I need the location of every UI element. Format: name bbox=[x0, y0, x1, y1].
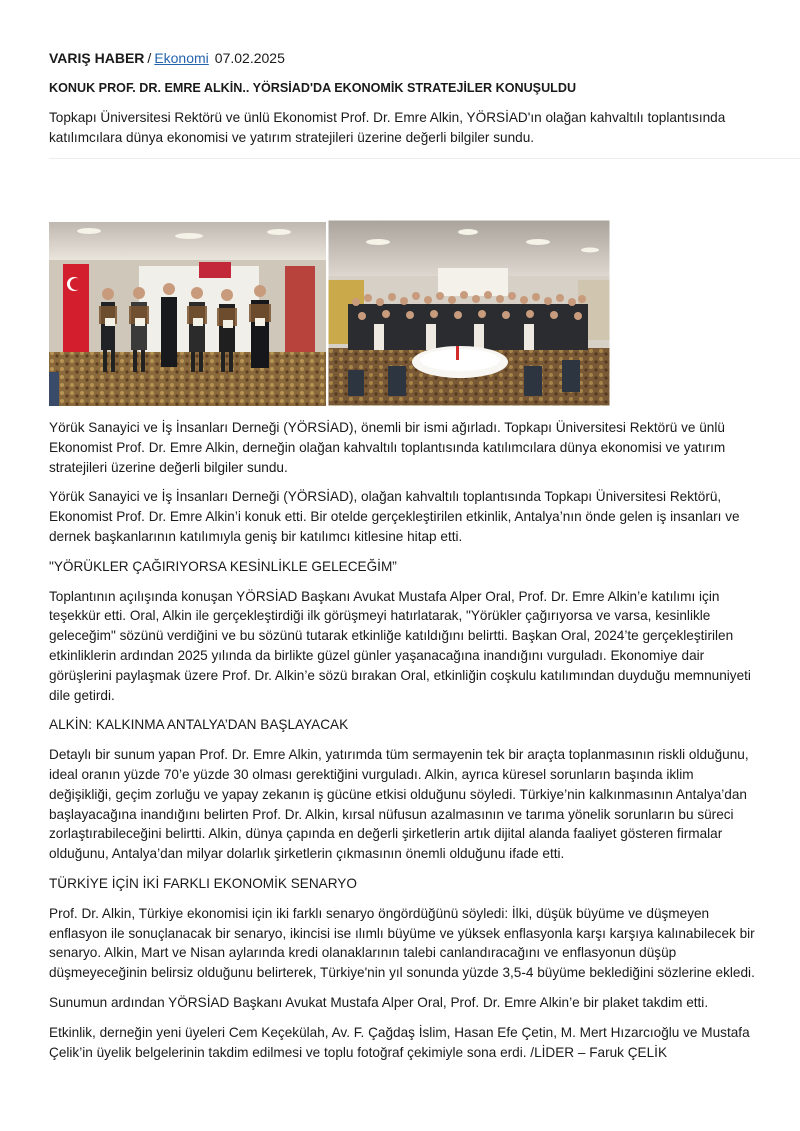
award-group-photo bbox=[49, 222, 326, 406]
section-heading: ALKİN: KALKINMA ANTALYA’DAN BAŞLAYACAK bbox=[49, 717, 349, 733]
article-body bbox=[49, 418, 755, 1072]
divider bbox=[49, 158, 800, 159]
article-meta bbox=[49, 49, 285, 67]
body-paragraph: Detaylı bir sunum yapan Prof. Dr. Emre Alkin, yatırımda tüm sermayenin tek bir araçta toplanmasının riskli olduğunu, ideal oranın yüzde 70’e yüzde 30 olması gerektiğini vurguladı. Alkin, ayrıca küresel sorunların başında iklim değişikliği, geçim zorluğu ve yapay zekanın iş gücüne etkisi olduğunu söyledi. Türkiye’nin kalkınmasının Antalya’dan başlayacağına inandığını belirten Prof. Dr. Alkin, kırsal nüfusun azalmasının ve tarıma yönelik sorunların bu süreci zorlaştırabileceğini belirtti. Alkin, dünya çapında en değerli şirketlerin artık dijital alanda faaliyet gösteren firmalar olduğunu, Antalya’dan milyar dolarlık şirketlerin çıkmasının önemli olduğunu ifade etti. bbox=[49, 747, 749, 862]
category-link[interactable]: Ekonomi bbox=[154, 50, 209, 66]
article-title: KONUK PROF. DR. EMRE ALKİN.. YÖRSİAD'DA EKONOMİK STRATEJİLER KONUŞULDU bbox=[49, 81, 577, 95]
section-heading: "YÖRÜKLER ÇAĞIRIYORSA KESİNLİKLE GELECEĞİM” bbox=[49, 558, 397, 574]
publish-date: 07.02.2025 bbox=[214, 50, 285, 66]
section-heading: TÜRKİYE İÇİN İKİ FARKLI EKONOMİK SENARYO bbox=[49, 875, 357, 891]
body-paragraph: Etkinlik, derneğin yeni üyeleri Cem Keçekülah, Av. F. Çağdaş İslim, Hasan Efe Çetin, M. Mert Hızarcıoğlu ve Mustafa Çelik’in üyelik belgelerinin takdim edilmesi ve toplu fotoğraf çekimiyle sona erdi. /LİDER – Faruk ÇELİK bbox=[49, 1024, 750, 1060]
body-paragraph: Yörük Sanayici ve İş İnsanları Derneği (YÖRSİAD), önemli bir ismi ağırladı. Topkapı Üniversitesi Rektörü ve ünlü Ekonomist Prof. Dr. Emre Alkin, derneğin olağan kahvaltılı toplantısında katılımcılara dünya ekonomisi ve yatırım stratejileri üzerine değerli bilgiler sundu. bbox=[49, 420, 726, 475]
body-paragraph: Yörük Sanayici ve İş İnsanları Derneği (YÖRSİAD), olağan kahvaltılı toplantısında Topkapı Üniversitesi Rektörü, Ekonomist Prof. Dr. Emre Alkin’i konuk etti. Bir otelde gerçekleştirilen etkinlik, Antalya’nın önde gelen iş insanları ve dernek başkanlarının katılımıyla geniş bir katılımcı kitlesine hitap etti. bbox=[49, 489, 740, 544]
news-source: VARIŞ HABER bbox=[49, 50, 145, 66]
body-paragraph: Sunumun ardından YÖRSİAD Başkanı Avukat Mustafa Alper Oral, Prof. Dr. Emre Alkin’e bir plaket takdim etti. bbox=[49, 994, 709, 1010]
hall-group-photo bbox=[328, 220, 610, 406]
body-paragraph: Toplantının açılışında konuşan YÖRSİAD Başkanı Avukat Mustafa Alper Oral, Prof. Dr. Emre Alkin’e katılımı için teşekkür etti. Oral, Alkin ile gerçekleştirdiği ilk görüşmeyi hatırlatarak, "Yörükler çağırıyorsa ve varsa, kesinlikle geleceğim" sözünü verdiğini ve bu sözünü tutarak etkinliğe katıldığını belirtti. Başkan Oral, 2024’te gerçekleştirilen etkinliklerin ardından 2025 yılında da birlikte güzel günler yaşanacağına inandığını vurguladı. Ekonomiye dair görüşlerini paylaşmak üzere Prof. Dr. Alkin’e sözü bırakan Oral, etkinliğin coşkulu katılımından duyduğu memnuniyeti dile getirdi. bbox=[49, 588, 751, 703]
article-lead: Topkapı Üniversitesi Rektörü ve ünlü Ekonomist Prof. Dr. Emre Alkin, YÖRSİAD'ın olağan kahvaltılı toplantısında katılımcılara dünya ekonomisi ve yatırım stratejileri üzerine değerli bilgiler sundu. bbox=[49, 110, 726, 145]
body-paragraph: Prof. Dr. Alkin, Türkiye ekonomisi için iki farklı senaryo öngördüğünü söyledi: İlki, düşük büyüme ve düşmeyen enflasyon ile sonuçlanacak bir senaryo, ikincisi ise ılımlı büyüme ve yüksek enflasyonla karşı karşıya kalınabilecek bir senaryo. Alkin, Mart ve Nisan aylarında kredi olanaklarının talebi canlandıracağını ve enflasyonun düşüp düşmeyeceğinin belirsiz olduğunu belirterek, Türkiye'nin yıl sonunda yüzde 3,5-4 büyüme beklediğini sözlerine ekledi. bbox=[49, 905, 755, 981]
meta-separator: / bbox=[147, 50, 152, 66]
